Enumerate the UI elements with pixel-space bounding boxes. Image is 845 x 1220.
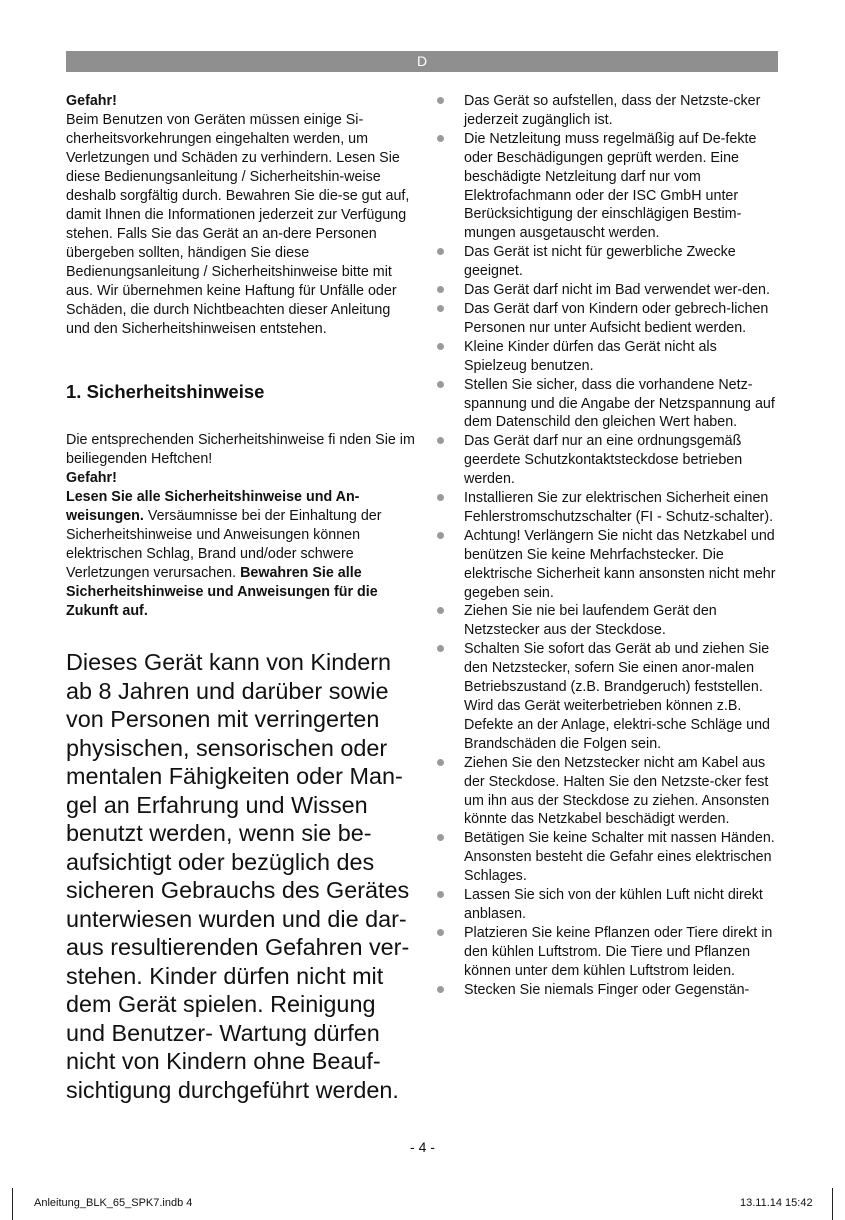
bullet-icon [437, 532, 444, 539]
footer-filename: Anleitung_BLK_65_SPK7.indb 4 [34, 1197, 193, 1209]
bullet-icon [437, 645, 444, 652]
list-item: Betätigen Sie keine Schalter mit nassen Händen. Ansonsten besteht die Gefahr eines elektrischen Schlages. [435, 829, 780, 886]
section-title: 1. Sicherheitshinweise [66, 381, 265, 402]
bullet-icon [437, 305, 444, 312]
list-item: Das Gerät darf nicht im Bad verwendet wer-den. [435, 281, 780, 300]
warning-label: Gefahr! [66, 470, 117, 486]
language-code: D [416, 53, 428, 69]
bullet-icon [437, 607, 444, 614]
intro-title: Gefahr! [66, 93, 117, 109]
list-item: Kleine Kinder dürfen das Gerät nicht als Spielzeug benutzen. [435, 338, 780, 376]
bullet-icon [437, 97, 444, 104]
section-note: Die entsprechenden Sicherheitshinweise fi nden Sie im beiliegenden Heftchen! [66, 432, 415, 467]
bullet-icon [437, 834, 444, 841]
warning-bold-lead: Lesen Sie alle Sicherheitshinweise und An-weisungen. [66, 489, 360, 524]
list-item: Schalten Sie sofort das Gerät ab und ziehen Sie den Netzstecker, sofern Sie einen anor-malen Betriebszustand (z.B. Brandgeruch) feststellen. Wird das Gerät weiterbetrieben können z.B. Defekte an der Anlage, elektri-sche Schläge und Brandschäden die Folgen sein. [435, 640, 780, 753]
bullet-icon [437, 381, 444, 388]
intro-body: Beim Benutzen von Geräten müssen einige Si-cherheitsvorkehrungen eingehalten werden, um Verletzungen und Schäden zu verhindern. Lesen Sie diese Bedienungsanleitung / Sicherheitshin-weise deshalb sorgfältig durch. Bewahren Sie die-se gut auf, damit Ihnen die Informationen jederzeit zur Verfügung stehen. Falls Sie das Gerät an an-dere Personen übergeben sollten, händigen Sie diese Bedienungsanleitung / Sicherheitshinweise bitte mit aus. Wir übernehmen keine Haftung für Unfälle oder Schäden, die durch Nichtbeachten dieser Anleitung und den Sicherheitshinweisen entstehen. [66, 112, 410, 337]
list-item: Ziehen Sie nie bei laufendem Gerät den Netzstecker aus der Steckdose. [435, 602, 780, 640]
bullet-icon [437, 929, 444, 936]
safety-bullet-list [435, 92, 780, 1000]
child-safety-notice: Dieses Gerät kann von Kindern ab 8 Jahren und darüber sowie von Personen mit verringerten physischen, sensorischen oder mentalen Fähigkeiten oder Man-gel an Erfahrung und Wissen benutzt werden, wenn sie be-aufsichtigt oder bezüglich des sicheren Gebrauchs des Gerätes unterwiesen wurden und die dar-aus resultierenden Gefahren ver-stehen. Kinder dürfen nicht mit dem Gerät spielen. Reinigung und Benutzer- Wartung dürfen nicht von Kindern ohne Beauf-sichtigung durchgeführt werden. [66, 649, 410, 1103]
bullet-icon [437, 494, 444, 501]
bullet-icon [437, 248, 444, 255]
list-item: Ziehen Sie den Netzstecker nicht am Kabel aus der Steckdose. Halten Sie den Netzste-cker fest um ihn aus der Steckdose zu ziehen. Ansonsten könnte das Netzkabel beschädigt werden. [435, 754, 780, 830]
list-item: Das Gerät darf nur an eine ordnungsgemäß geerdete Schutzkontaktsteckdose betrieben werden. [435, 432, 780, 489]
warning-bold-tail: Bewahren Sie alle Sicherheitshinweise und Anweisungen für die Zukunft auf. [66, 565, 378, 619]
page-number: - 4 - [410, 1139, 435, 1155]
bullet-icon [437, 759, 444, 766]
right-column [435, 92, 780, 1000]
list-item: Die Netzleitung muss regelmäßig auf De-fekte oder Beschädigungen geprüft werden. Eine beschädigte Netzleitung darf nur vom Elektrofachmann oder der ISC GmbH unter Berücksichtigung der einschlägigen Bestim-mungen ausgetauscht werden. [435, 130, 780, 243]
bullet-icon [437, 135, 444, 142]
bullet-icon [437, 343, 444, 350]
right-crop-line [832, 1188, 833, 1220]
list-item: Das Gerät ist nicht für gewerbliche Zwecke geeignet. [435, 243, 780, 281]
bullet-icon [437, 286, 444, 293]
left-column [66, 92, 416, 1104]
list-item: Das Gerät so aufstellen, dass der Netzste-cker jederzeit zugänglich ist. [435, 92, 780, 130]
bullet-icon [437, 891, 444, 898]
bullet-icon [437, 986, 444, 993]
list-item: Installieren Sie zur elektrischen Sicherheit einen Fehlerstromschutzschalter (FI - Schutz-schalter). [435, 489, 780, 527]
language-header-bar [66, 51, 778, 72]
warning-text: Versäumnisse bei der Einhaltung der Sicherheitshinweise und Anweisungen können elektrischen Schlag, Brand und/oder schwere Verletzungen verursachen. [66, 508, 382, 581]
bullet-icon [437, 437, 444, 444]
list-item: Platzieren Sie keine Pflanzen oder Tiere direkt in den kühlen Luftstrom. Die Tiere und Pflanzen können unter dem kühlen Luftstrom leiden. [435, 924, 780, 981]
list-item: Das Gerät darf von Kindern oder gebrech-lichen Personen nur unter Aufsicht bedient werden. [435, 300, 780, 338]
left-crop-line [12, 1188, 13, 1220]
warning-paragraph [66, 488, 416, 621]
list-item: Stecken Sie niemals Finger oder Gegenstän- [435, 981, 780, 1000]
list-item: Achtung! Verlängern Sie nicht das Netzkabel und benützen Sie keine Mehrfachstecker. Die elektrische Sicherheit kann ansonsten nicht mehr gegeben sein. [435, 527, 780, 603]
list-item: Lassen Sie sich von der kühlen Luft nicht direkt anblasen. [435, 886, 780, 924]
footer-timestamp: 13.11.14 15:42 [740, 1197, 813, 1209]
list-item: Stellen Sie sicher, dass die vorhandene Netz-spannung und die Angabe der Netzspannung auf dem Datenschild den gleichen Wert haben. [435, 376, 780, 433]
